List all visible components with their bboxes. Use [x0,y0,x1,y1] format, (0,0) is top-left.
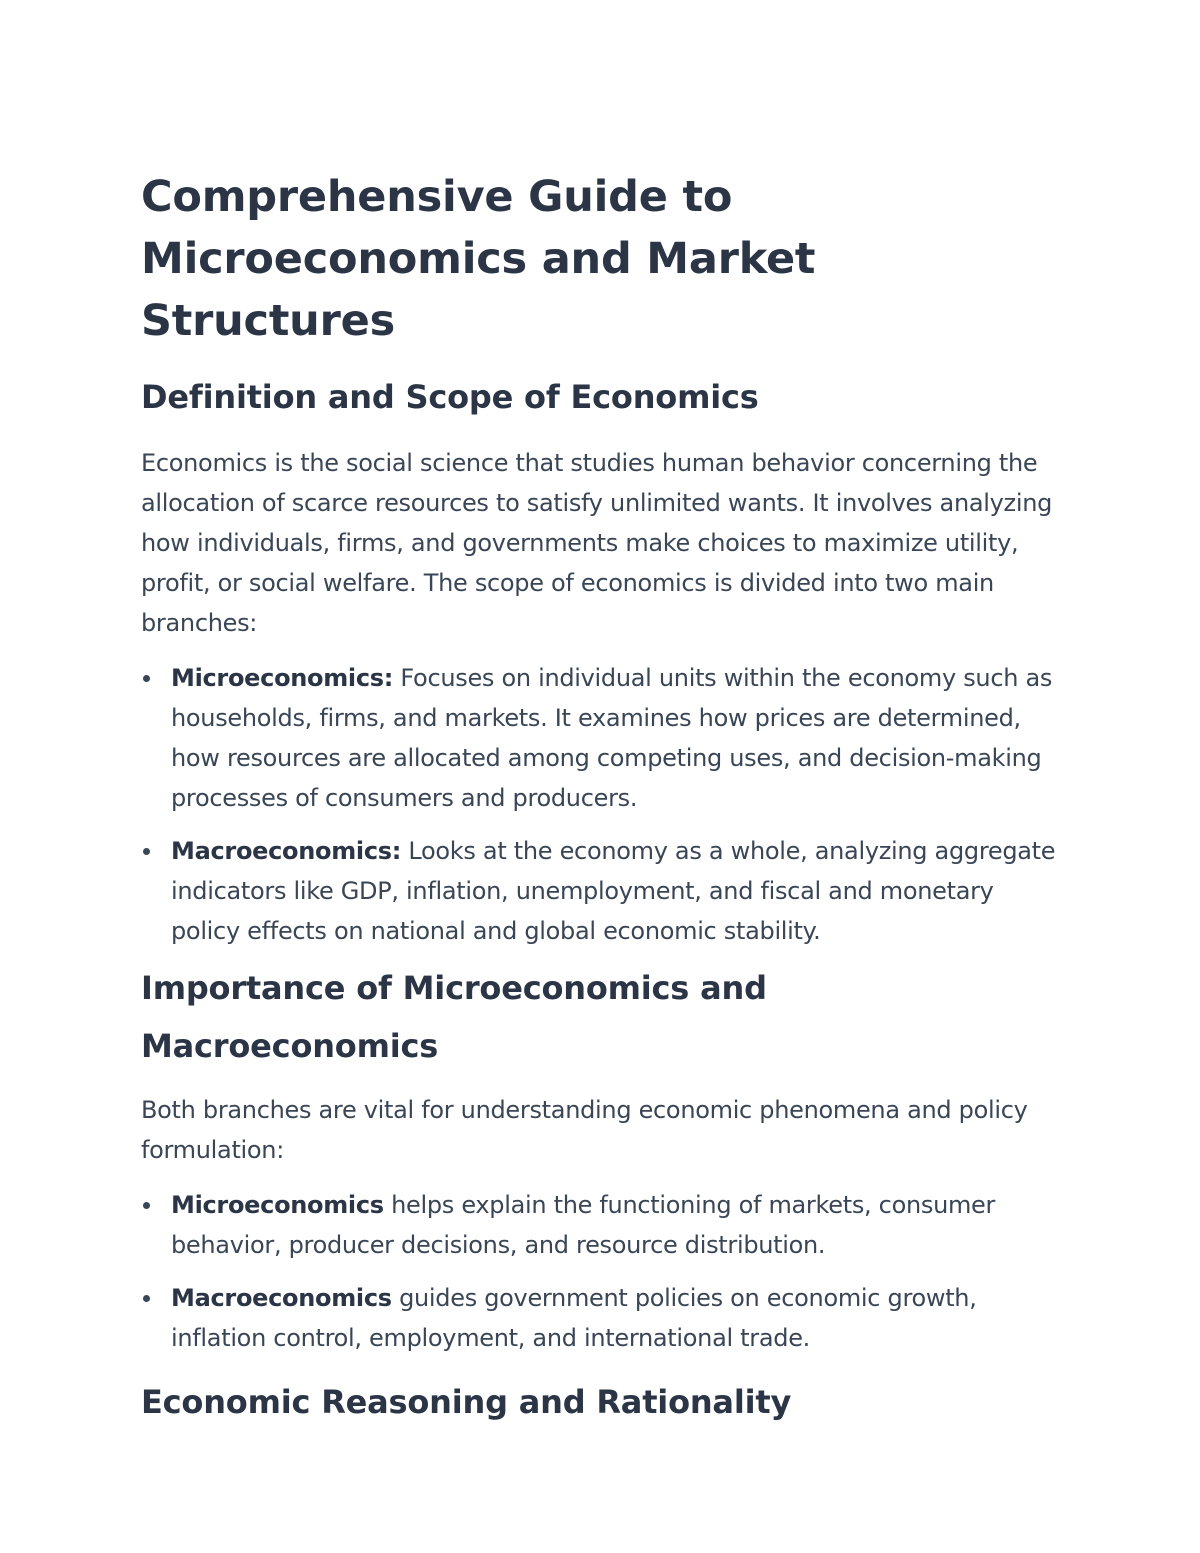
list-item-macroeconomics [141,831,1061,951]
document-page [141,166,1061,1431]
bullet-icon [143,848,150,855]
document-title-line-2: Microeconomics and Market Structures [141,234,816,346]
section-heading-reasoning: Economic Reasoning and Rationality [141,1383,792,1421]
section-heading-importance-line-2: Macroeconomics [141,1027,439,1065]
branches-list [141,658,1061,951]
list-item-term: Microeconomics: [171,664,394,692]
list-item-text: helps explain the functioning of markets, consumer behavior, producer decisions, and resource distribution. [171,1191,996,1259]
section-heading-definition-scope: Definition and Scope of Economics [141,378,759,416]
importance-list [141,1185,1061,1358]
list-item-microeconomics-importance [141,1185,1061,1265]
section-paragraph-importance: Both branches are vital for understanding economic phenomena and policy formulation: [141,1096,1028,1164]
section-paragraph-definition-scope: Economics is the social science that studies human behavior concerning the allocation of scarce resources to satisfy unlimited wants. It involves analyzing how individuals, firms, and governments make choices to maximize utility, profit, or social welfare. The scope of economics is divided into two main branches: [141,449,1053,637]
list-item-term: Macroeconomics: [171,837,402,865]
list-item-macroeconomics-importance [141,1278,1061,1358]
bullet-icon [143,1202,150,1209]
list-item-text: guides government policies on economic growth, inflation control, employment, and international trade. [171,1284,977,1352]
section-heading-importance-line-1: Importance of Microeconomics and [141,969,767,1007]
list-item-term: Microeconomics [171,1191,384,1219]
document-title [141,166,1061,352]
document-title-line-1: Comprehensive Guide to [141,172,733,222]
section-heading-importance [141,959,1061,1075]
list-item-text: Focuses on individual units within the economy such as households, firms, and markets. It examines how prices are determined, how resources are allocated among competing uses, and decision-making processes of consumers and producers. [171,664,1053,812]
list-item-term: Macroeconomics [171,1284,392,1312]
list-item-text: Looks at the economy as a whole, analyzing aggregate indicators like GDP, inflation, unemployment, and fiscal and monetary policy effects on national and global economic stability. [171,837,1056,945]
list-item-microeconomics [141,658,1061,818]
bullet-icon [143,675,150,682]
bullet-icon [143,1295,150,1302]
